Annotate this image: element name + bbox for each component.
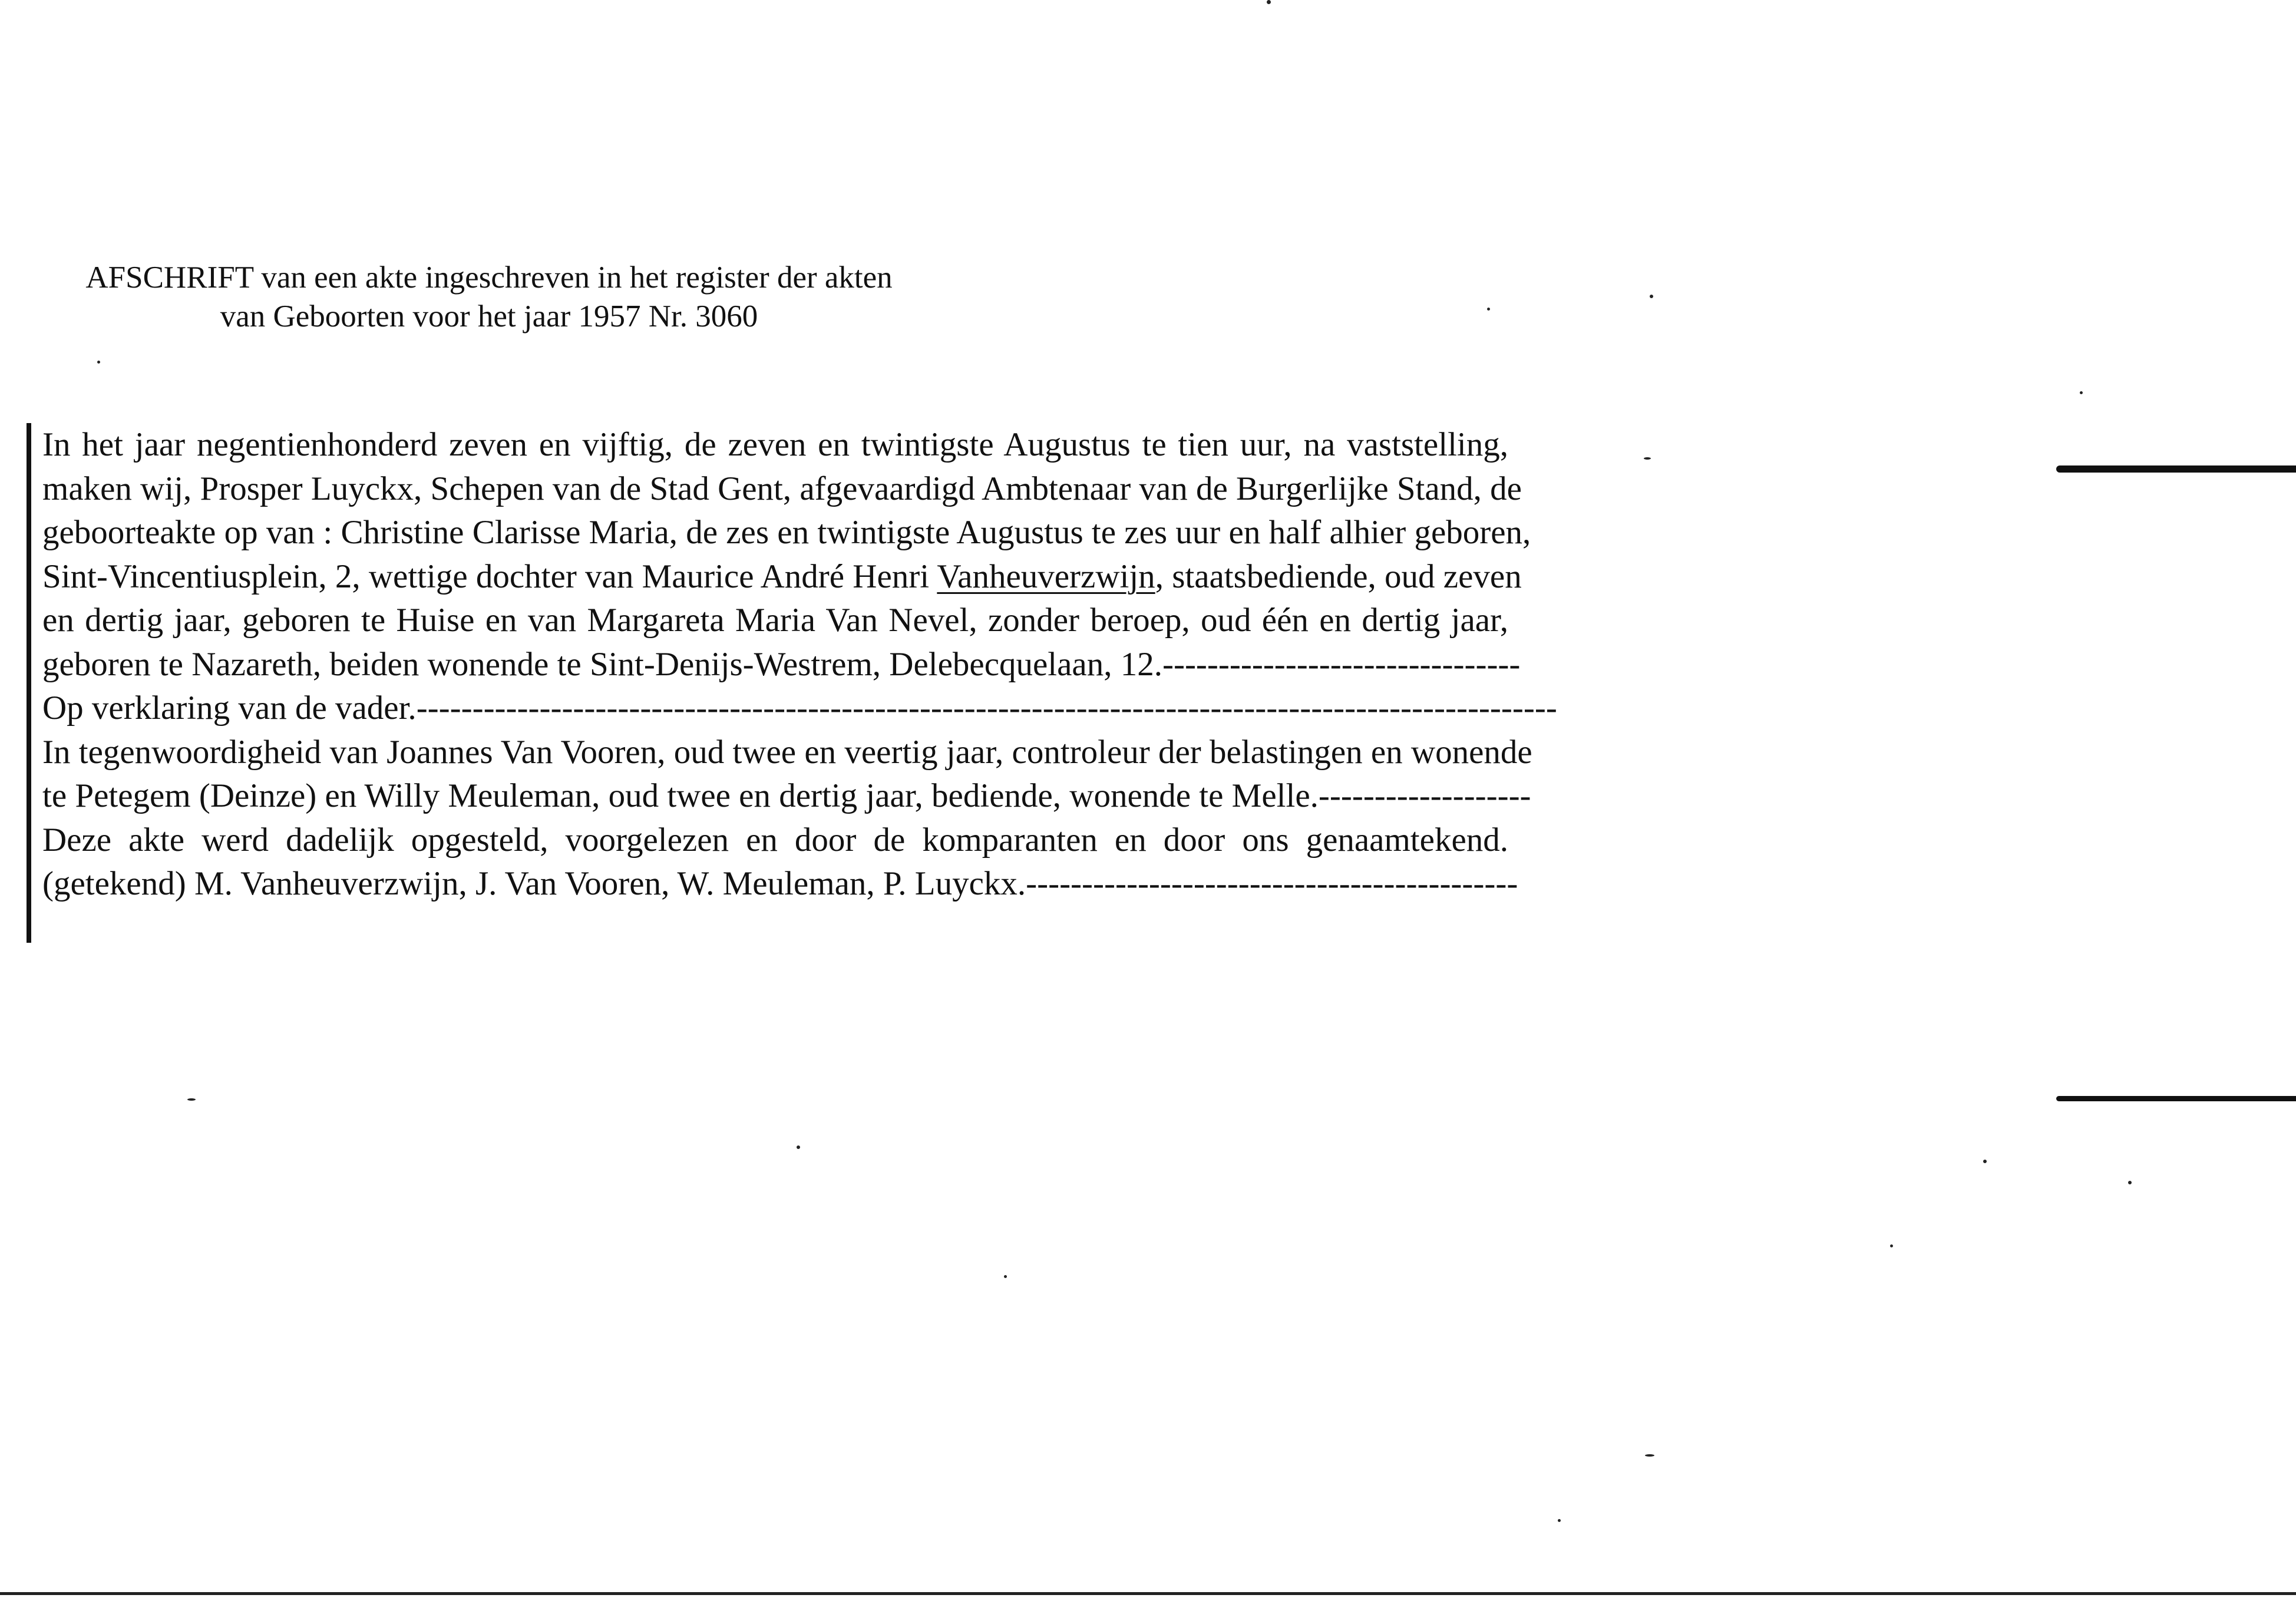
scan-speck bbox=[1487, 308, 1490, 311]
deed-text bbox=[42, 423, 1557, 906]
deed-line-10: Deze akte werd dadelijk opgesteld, voorgelezen en door de komparanten en door ons genaamtekend. bbox=[42, 821, 1508, 859]
scan-edge-mark-middle bbox=[2056, 1096, 2296, 1101]
scan-speck bbox=[1267, 0, 1271, 4]
header-title-line-1: AFSCHRIFT van een akte ingeschreven in het register der akten bbox=[85, 260, 893, 295]
deed-line-1: In het jaar negentienhonderd zeven en vijftig, de zeven en twintigste Augustus te tien uur, na vaststelling, bbox=[42, 426, 1508, 463]
scan-speck bbox=[1645, 1454, 1654, 1457]
dash-filler: -------------------------------- bbox=[1162, 645, 1521, 683]
dash-filler: -------------------------------------------- bbox=[1026, 865, 1518, 902]
margin-bar bbox=[27, 423, 31, 943]
scan-speck bbox=[1983, 1160, 1987, 1163]
scan-speck bbox=[1890, 1244, 1893, 1247]
scan-speck bbox=[2128, 1181, 2132, 1184]
scan-edge-mark-top bbox=[2056, 465, 2296, 473]
deed-line-2: maken wij, Prosper Luyckx, Schepen van de Stad Gent, afgevaardigd Ambtenaar van de Burgerlijke Stand, de bbox=[42, 470, 1522, 507]
deed-line-11: (getekend) M. Vanheuverzwijn, J. Van Vooren, W. Meuleman, P. Luyckx.-------------------------------------------- bbox=[42, 865, 1518, 902]
scan-speck bbox=[2080, 391, 2083, 394]
scan-speck bbox=[1650, 295, 1653, 298]
dash-filler: ------------------------------------------------------------------------------------------------------ bbox=[416, 689, 1557, 727]
deed-line-3: geboorteakte op van : Christine Clarisse Maria, de zes en twintigste Augustus te zes uur en half alhier geboren, bbox=[42, 514, 1531, 551]
scan-speck bbox=[187, 1098, 196, 1101]
deed-line-7: Op verklaring van de vader.------------------------------------------------------------------------------------------------------ bbox=[42, 689, 1557, 727]
dash-filler: ------------------- bbox=[1318, 777, 1531, 814]
scan-speck bbox=[1644, 457, 1651, 460]
header-title-line-2: van Geboorten voor het jaar 1957 Nr. 3060 bbox=[220, 299, 758, 334]
deed-line-8: In tegenwoordigheid van Joannes Van Vooren, oud twee en veertig jaar, controleur der belastingen en wonende bbox=[42, 733, 1532, 771]
underlined-surname: Vanheuverzwijn bbox=[937, 557, 1155, 595]
deed-line-5: en dertig jaar, geboren te Huise en van Margareta Maria Van Nevel, zonder beroep, oud één en dertig jaar, bbox=[42, 602, 1508, 639]
scan-speck bbox=[1004, 1275, 1007, 1278]
deed-line-4: Sint-Vincentiusplein, 2, wettige dochter van Maurice André Henri Vanheuverzwijn, staatsbediende, oud zeven bbox=[42, 557, 1522, 595]
scan-speck bbox=[797, 1145, 800, 1149]
deed-line-9: te Petegem (Deinze) en Willy Meuleman, oud twee en dertig jaar, bediende, wonende te Melle.------------------- bbox=[42, 777, 1531, 814]
document-header bbox=[65, 258, 913, 336]
scan-speck bbox=[1558, 1519, 1561, 1522]
deed-line-6: geboren te Nazareth, beiden wonende te Sint-Denijs-Westrem, Delebecquelaan, 12.-------------------------------- bbox=[42, 645, 1521, 683]
scan-speck bbox=[97, 361, 100, 364]
scan-edge-mark-bottom bbox=[0, 1592, 2296, 1595]
